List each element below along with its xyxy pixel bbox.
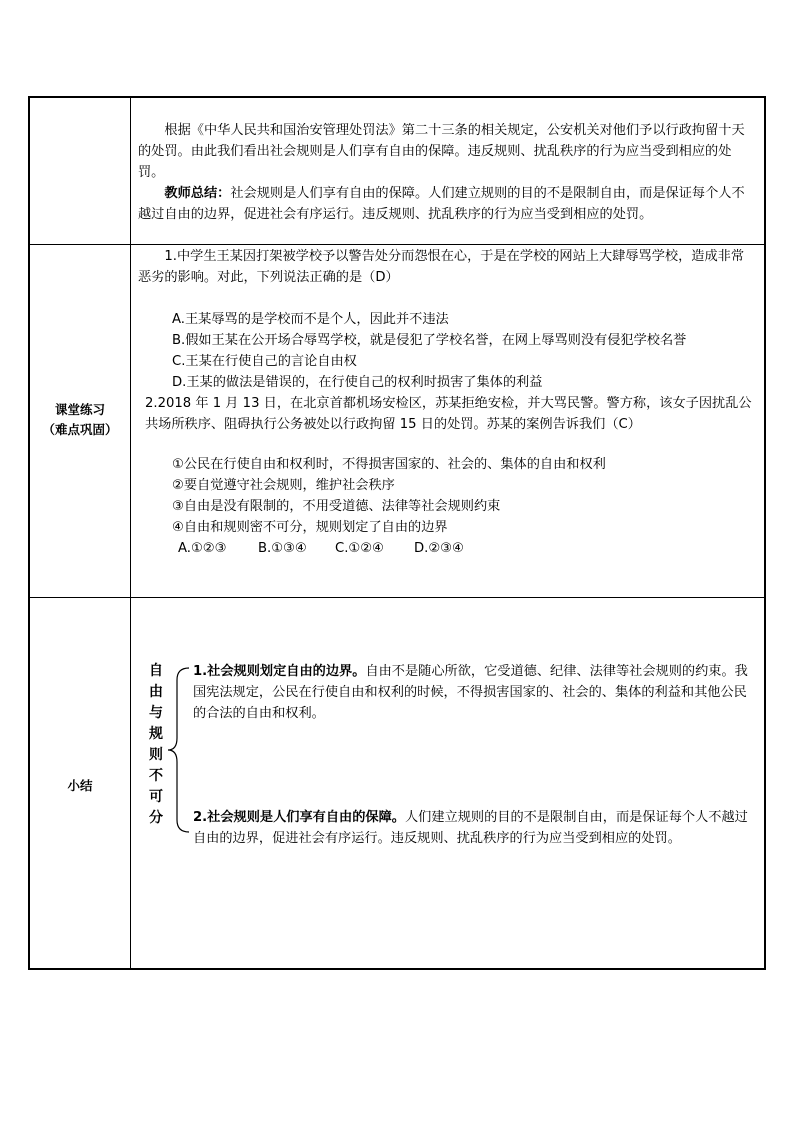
summary-point-1-title: 1.社会规则划定自由的边界。: [193, 664, 366, 679]
practice-label: [30, 400, 130, 440]
question-2-statement-1: ①公民在行使自由和权利时，不得损害国家的、社会的、集体的自由和权利: [172, 457, 606, 472]
vertical-title-char: 则: [149, 747, 163, 763]
question-2-choice-c: C.①②④: [335, 541, 384, 556]
summary-label: 小结: [67, 778, 93, 793]
question-1-option-c: C.王某在行使自己的言论自由权: [172, 354, 357, 369]
conclusion-paragraph: 根据《中华人民共和国治安管理处罚法》第二十三条的相关规定，公安机关对他们予以行政拘留十天的处罚。由此我们看出社会规则是人们享有自由的保障。违反规则、扰乱秩序的行为应当受到相应的处罚。: [138, 123, 745, 180]
teacher-summary-text: 社会规则是人们享有自由的保障。人们建立规则的目的不是限制自由，而是保证每个人不越过自由的边界，促进社会有序运行。违反规则、扰乱秩序的行为应当受到相应的处罚。: [138, 186, 745, 222]
vertical-title-char: 规: [149, 726, 163, 742]
vertical-title-char: 分: [149, 810, 163, 826]
vertical-title-char: 由: [149, 684, 163, 700]
teacher-summary-label: 教师总结：: [164, 186, 231, 201]
question-2-choice-a: A.①②③: [178, 541, 227, 556]
teacher-summary-paragraph: [138, 183, 756, 225]
summary-point-2-text: 人们建立规则的目的不是限制自由，而是保证每个人不越过自由的边界，促进社会有序运行。违反规则、扰乱秩序的行为应当受到相应的处罚。: [193, 810, 748, 846]
question-1-option-a: A.王某辱骂的是学校而不是个人，因此并不违法: [172, 312, 449, 327]
brace-icon: [165, 666, 195, 836]
practice-label-line1: 课堂练习: [54, 402, 105, 417]
practice-label-line2: （难点巩固）: [42, 422, 118, 437]
summary-point-2-title: 2.社会规则是人们享有自由的保障。: [193, 810, 405, 825]
question-2-stem: 2.2018 年 1 月 13 日，在北京首都机场安检区，苏某拒绝安检，并大骂民警。警方称，该女子因扰乱公共场所秩序、阻碍执行公务被处以行政拘留 15 日的处罚。苏某的案例告诉我们（C）: [145, 396, 752, 432]
row-divider-2: [30, 597, 764, 598]
question-1-option-b: B.假如王某在公开场合辱骂学校，就是侵犯了学校名誉，在网上辱骂则没有侵犯学校名誉: [172, 333, 687, 348]
summary-point-1: [193, 661, 759, 724]
question-2-statement-2: ②要自觉遵守社会规则，维护社会秩序: [172, 478, 395, 493]
lesson-table: [28, 96, 766, 970]
summary-point-1-text: 自由不是随心所欲，它受道德、纪律、法律等社会规则的约束。我国宪法规定，公民在行使自由和权利的时候，不得损害国家的、社会的、集体的利益和其他公民的合法的自由和权利。: [193, 664, 748, 721]
vertical-title-char: 自: [149, 663, 163, 679]
question-1-stem: 1.中学生王某因打架被学校予以警告处分而怨恨在心，于是在学校的网站上大肆辱骂学校，造成非常恶劣的影响。对此，下列说法正确的是（D）: [138, 249, 745, 285]
vertical-title-char: 不: [149, 768, 163, 784]
row-divider-1: [30, 244, 764, 245]
column-divider: [130, 98, 131, 968]
vertical-title-char: 与: [149, 705, 163, 721]
question-2-choice-d: D.②③④: [414, 541, 464, 556]
question-2-choice-b: B.①③④: [258, 541, 307, 556]
summary-point-2: [193, 807, 759, 849]
question-2-statement-4: ④自由和规则密不可分，规则划定了自由的边界: [172, 520, 448, 535]
vertical-title-char: 可: [149, 789, 163, 805]
question-2-statement-3: ③自由是没有限制的，不用受道德、法律等社会规则约束: [172, 499, 501, 514]
question-1-option-d: D.王某的做法是错误的，在行使自己的权利时损害了集体的利益: [172, 375, 543, 390]
